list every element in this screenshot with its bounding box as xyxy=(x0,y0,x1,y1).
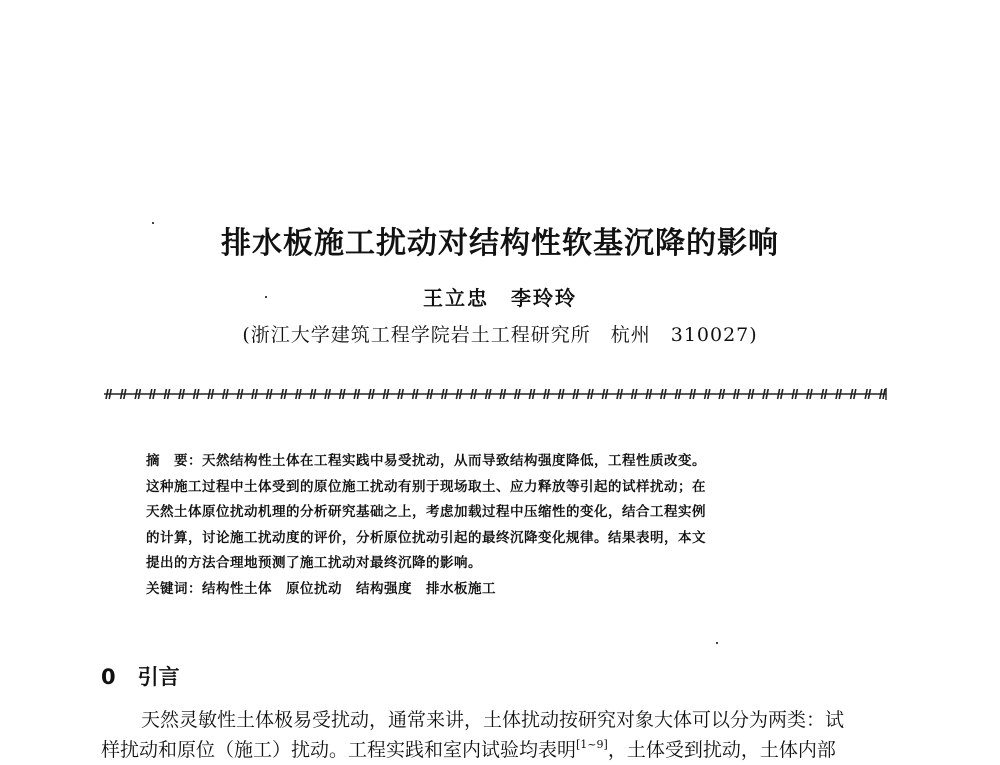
body-text: 样扰动和原位（施工）扰动。工程实践和室内试验均表明 xyxy=(101,739,577,761)
abstract-label: 摘 要： xyxy=(146,453,202,469)
paper-affiliation: (浙江大学建筑工程学院岩土工程研究所 杭州 310027) xyxy=(242,324,758,346)
keywords-label: 关键词： xyxy=(146,580,202,597)
body-line: 天然灵敏性土体极易受扰动，通常来讲，土体扰动按研究对象大体可以分为两类：试 xyxy=(141,709,845,731)
body-line xyxy=(101,735,901,765)
keywords-line xyxy=(146,577,876,603)
keywords-text: 结构性土体 原位扰动 结构强度 排水板施工 xyxy=(202,580,496,597)
abstract-line: 这种施工过程中土体受到的原位施工扰动有别于现场取土、应力释放等引起的试样扰动；在 xyxy=(146,478,706,495)
section-number: 0 xyxy=(101,665,116,689)
abstract-line: 天然土体原位扰动机理的分析研究基础之上，考虑加载过程中压缩性的变化，结合工程实例 xyxy=(146,504,706,520)
citation-ref: [1~9] xyxy=(576,738,608,751)
abstract-line: 的计算，讨论施工扰动度的评价，分析原位扰动引起的最终沉降变化规律。结果表明，本文 xyxy=(146,529,706,546)
section-title: 引言 xyxy=(137,665,180,689)
abstract-line xyxy=(146,449,876,475)
decorative-rule xyxy=(104,386,888,402)
paper-authors: 王立忠 李玲玲 xyxy=(423,286,577,310)
paper-title: 排水板施工扰动对结构性软基沉降的影响 xyxy=(221,226,779,261)
body-paragraph xyxy=(101,705,901,765)
abstract-line: 提出的方法合理地预测了施工扰动对最终沉降的影响。 xyxy=(146,555,482,571)
abstract-text: 天然结构性土体在工程实践中易受扰动，从而导致结构强度降低，工程性质改变。 xyxy=(202,453,706,469)
abstract-block xyxy=(146,449,876,602)
scan-speck xyxy=(716,642,718,644)
body-text: ，土体受到扰动，土体内部 xyxy=(607,739,836,761)
section-heading xyxy=(101,661,180,691)
